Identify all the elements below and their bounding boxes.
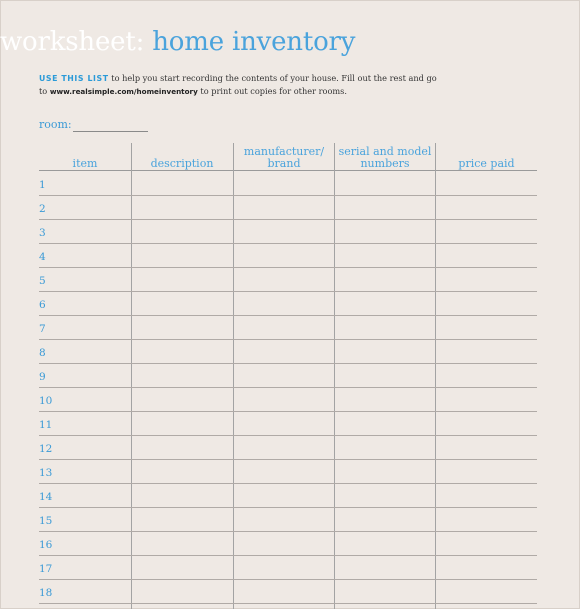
intro-to: to bbox=[39, 86, 50, 96]
row-number: 15 bbox=[39, 515, 53, 527]
column-header-item: item bbox=[72, 157, 98, 170]
row-number: 9 bbox=[39, 371, 46, 383]
row-number: 12 bbox=[39, 443, 53, 455]
table-row[interactable] bbox=[39, 219, 537, 244]
row-number: 3 bbox=[39, 227, 46, 239]
page-title bbox=[0, 27, 355, 57]
table-row[interactable] bbox=[39, 459, 537, 484]
table-row[interactable] bbox=[39, 171, 537, 196]
table-row[interactable] bbox=[39, 315, 537, 340]
row-number: 14 bbox=[39, 491, 53, 503]
column-header-serial: serial and model numbers bbox=[338, 145, 432, 170]
table-row[interactable] bbox=[39, 579, 537, 604]
table-row[interactable] bbox=[39, 243, 537, 268]
row-number: 8 bbox=[39, 347, 46, 359]
table-row[interactable] bbox=[39, 411, 537, 436]
table-row[interactable] bbox=[39, 387, 537, 412]
title-prefix: worksheet: bbox=[0, 27, 145, 57]
table-row[interactable] bbox=[39, 195, 537, 220]
row-number: 4 bbox=[39, 251, 46, 263]
row-number: 2 bbox=[39, 203, 46, 215]
table-row[interactable] bbox=[39, 435, 537, 460]
intro-text bbox=[39, 72, 439, 98]
row-number: 18 bbox=[39, 587, 53, 599]
table-row[interactable] bbox=[39, 339, 537, 364]
row-number: 6 bbox=[39, 299, 46, 311]
row-number: 5 bbox=[39, 275, 46, 287]
table-row[interactable] bbox=[39, 267, 537, 292]
row-number: 10 bbox=[39, 395, 53, 407]
intro-text-2: to print out copies for other rooms. bbox=[197, 86, 347, 96]
row-number: 16 bbox=[39, 539, 53, 551]
title-main: home inventory bbox=[152, 27, 356, 57]
table-row[interactable] bbox=[39, 363, 537, 388]
intro-url[interactable]: www.realsimple.com/homeinventory bbox=[49, 87, 198, 96]
intro-lead: USE THIS LIST bbox=[39, 74, 109, 83]
table-header bbox=[39, 140, 537, 170]
room-field[interactable] bbox=[73, 131, 148, 132]
table-row[interactable] bbox=[39, 555, 537, 580]
row-number: 13 bbox=[39, 467, 53, 479]
room-label: room: bbox=[39, 118, 72, 131]
column-header-description: description bbox=[150, 157, 214, 170]
column-header-price: price paid bbox=[458, 157, 515, 170]
row-number: 11 bbox=[39, 419, 53, 431]
table-row[interactable] bbox=[39, 291, 537, 316]
table-row[interactable] bbox=[39, 507, 537, 532]
column-header-manufacturer: manufacturer/ brand bbox=[243, 145, 325, 170]
row-number: 17 bbox=[39, 563, 53, 575]
row-number: 1 bbox=[39, 179, 46, 191]
row-number: 7 bbox=[39, 323, 46, 335]
intro-text-1: to help you start recording the contents of your house. Fill out the rest and go bbox=[108, 73, 437, 83]
table-row[interactable] bbox=[39, 483, 537, 508]
table-row[interactable] bbox=[39, 531, 537, 556]
